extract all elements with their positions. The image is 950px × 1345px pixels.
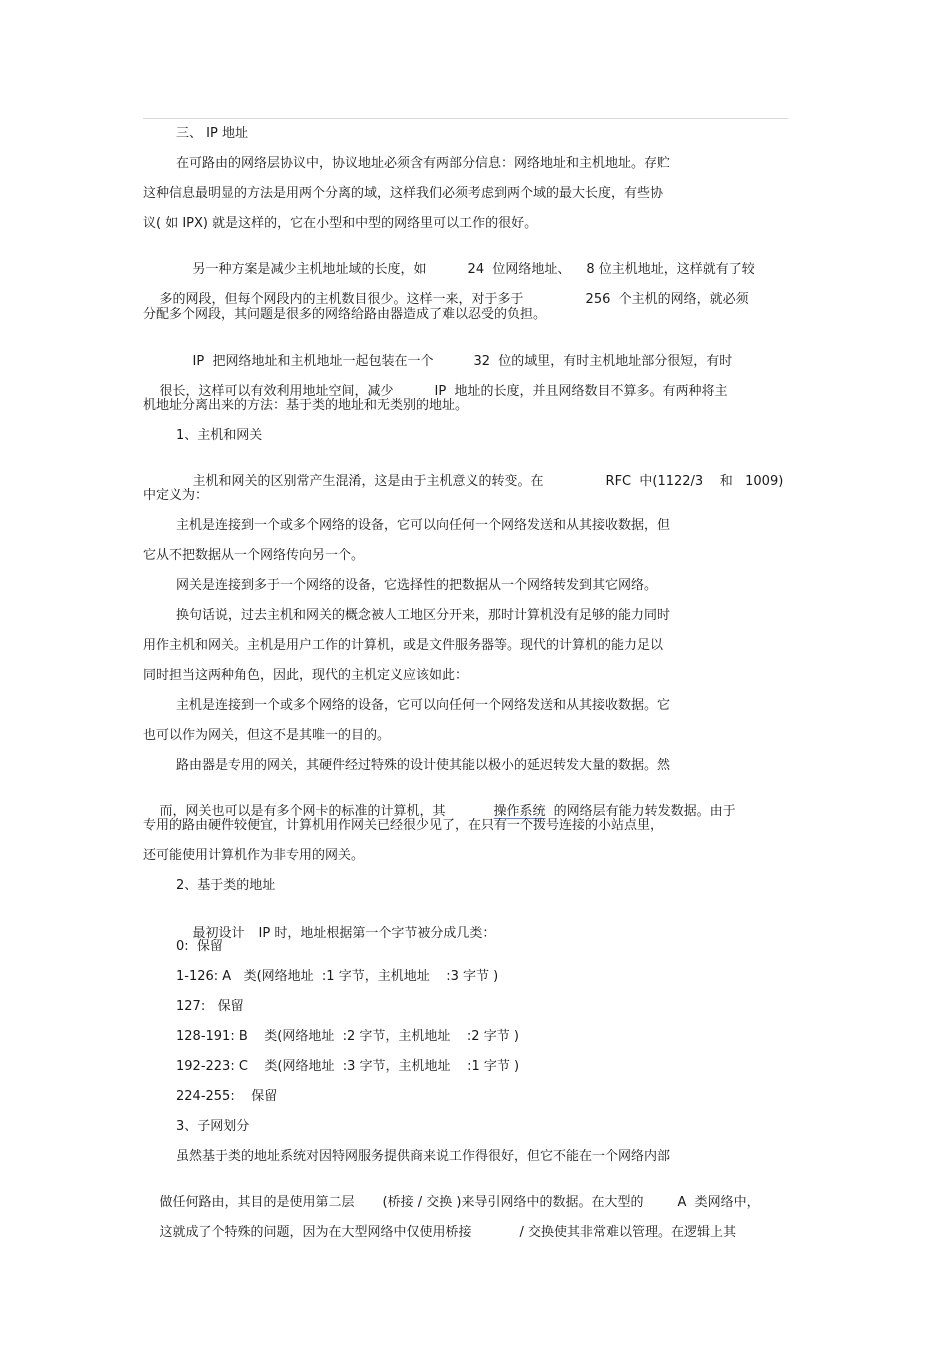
text-run: (桥接 / 交换 )来导引网络中的数据。在大型的 — [382, 1195, 644, 1210]
text-run: 的网络层有能力转发数据。由于 — [553, 804, 736, 819]
paragraph-line: 机地址分离出来的方法：基于类的地址和无类别的地址。 — [143, 398, 469, 413]
class-line: 1-126: A 类(网络地址 :1 字节，主机地址 :3 字节 ) — [176, 969, 499, 984]
class-line: 0: 保留 — [176, 939, 223, 954]
text-run: 另一种方案是减少主机地址域的长度，如 — [192, 262, 427, 277]
paragraph-line: 也可以作为网关，但这不是其唯一的目的。 — [143, 728, 391, 743]
text-run: A 类网络中， — [677, 1195, 760, 1210]
section-heading-ip: 三、 IP 地址 — [176, 126, 248, 141]
paragraph-line — [176, 458, 783, 506]
paragraph-line: 在可路由的网络层协议中，协议地址必须含有两部分信息：网络地址和主机地址。存贮 — [176, 156, 671, 171]
section-heading: 3、子网划分 — [176, 1119, 250, 1134]
paragraph-line: 路由器是专用的网关，其硬件经过特殊的设计使其能以极小的延迟转发大量的数据。然 — [176, 758, 671, 773]
text-run: 最初设计 — [192, 926, 245, 941]
paragraph-line: 分配多个网段，其问题是很多的网络给路由器造成了难以忍受的负担。 — [143, 307, 547, 322]
paragraph-line: 中定义为： — [143, 488, 209, 503]
text-run: 而，网关也可以是有多个网卡的标准的计算机，其 — [159, 804, 446, 819]
os-link[interactable]: 操作系统 — [493, 804, 546, 819]
text-run: 这就成了个特殊的问题，因为在大型网络中仅使用桥接 — [159, 1225, 472, 1240]
text-run: 32 位的域里，有时主机地址部分很短，有时 — [473, 354, 733, 369]
text-run: 主机和网关的区别常产生混淆，这是由于主机意义的转变。在 — [192, 474, 544, 489]
text-run: 256 个主机的网络，就必须 — [585, 292, 749, 307]
text-run: IP 地址的长度，并且网络数目不算多。有两种将主 — [434, 384, 728, 399]
paragraph-line: 议( 如 IPX) 就是这样的，它在小型和中型的网络里可以工作的很好。 — [143, 216, 538, 231]
paragraph-line: 网关是连接到多于一个网络的设备，它选择性的把数据从一个网络转发到其它网络。 — [176, 578, 658, 593]
class-line: 224-255: 保留 — [176, 1089, 278, 1104]
section-heading: 1、主机和网关 — [176, 428, 263, 443]
paragraph-line: 主机是连接到一个或多个网络的设备，它可以向任何一个网络发送和从其接收数据，但 — [176, 518, 671, 533]
paragraph-line: 同时担当这两种角色，因此，现代的主机定义应该如此： — [143, 668, 469, 683]
text-run: 24 位网络地址、 — [467, 262, 571, 277]
text-run: 多的网段，但每个网段内的主机数目很少。这样一来，对于多于 — [159, 292, 524, 307]
text-run: 8 位主机地址，这样就有了较 — [586, 262, 755, 277]
paragraph-line: 它从不把数据从一个网络传向另一个。 — [143, 548, 365, 563]
paragraph-line — [143, 1209, 736, 1257]
text-run: RFC 中(1122/3 和 1009) — [605, 474, 784, 489]
top-divider — [143, 118, 788, 119]
class-line: 127: 保留 — [176, 999, 244, 1014]
text-run: IP 把网络地址和主机地址一起包装在一个 — [192, 354, 434, 369]
paragraph-line: 还可能使用计算机作为非专用的网关。 — [143, 848, 365, 863]
paragraph-line: 用作主机和网关。主机是用户工作的计算机，或是文件服务器等。现代的计算机的能力足以 — [143, 638, 664, 653]
paragraph-line: 虽然基于类的地址系统对因特网服务提供商来说工作得很好，但它不能在一个网络内部 — [176, 1149, 671, 1164]
section-heading: 2、基于类的地址 — [176, 878, 276, 893]
paragraph-line: 换句话说，过去主机和网关的概念被人工地区分开来，那时计算机没有足够的能力同时 — [176, 608, 671, 623]
text-run: / 交换使其非常难以管理。在逻辑上其 — [519, 1225, 737, 1240]
paragraph-line: 主机是连接到一个或多个网络的设备，它可以向任何一个网络发送和从其接收数据。它 — [176, 698, 671, 713]
paragraph-line: 专用的路由硬件较便宜，计算机用作网关已经很少见了，在只有一个拨号连接的小站点里， — [143, 818, 664, 833]
text-run: 做任何路由，其目的是使用第二层 — [159, 1195, 355, 1210]
class-line: 192-223: C 类(网络地址 :3 字节，主机地址 :1 字节 ) — [176, 1059, 520, 1074]
class-line: 128-191: B 类(网络地址 :2 字节，主机地址 :2 字节 ) — [176, 1029, 519, 1044]
text-run: IP 时，地址根据第一个字节被分成几类： — [258, 926, 496, 941]
paragraph-line — [176, 910, 495, 958]
paragraph-line: 这种信息最明显的方法是用两个分离的域，这样我们必须考虑到两个域的最大长度，有些协 — [143, 186, 664, 201]
text-run: 很长，这样可以有效利用地址空间，减少 — [159, 384, 394, 399]
